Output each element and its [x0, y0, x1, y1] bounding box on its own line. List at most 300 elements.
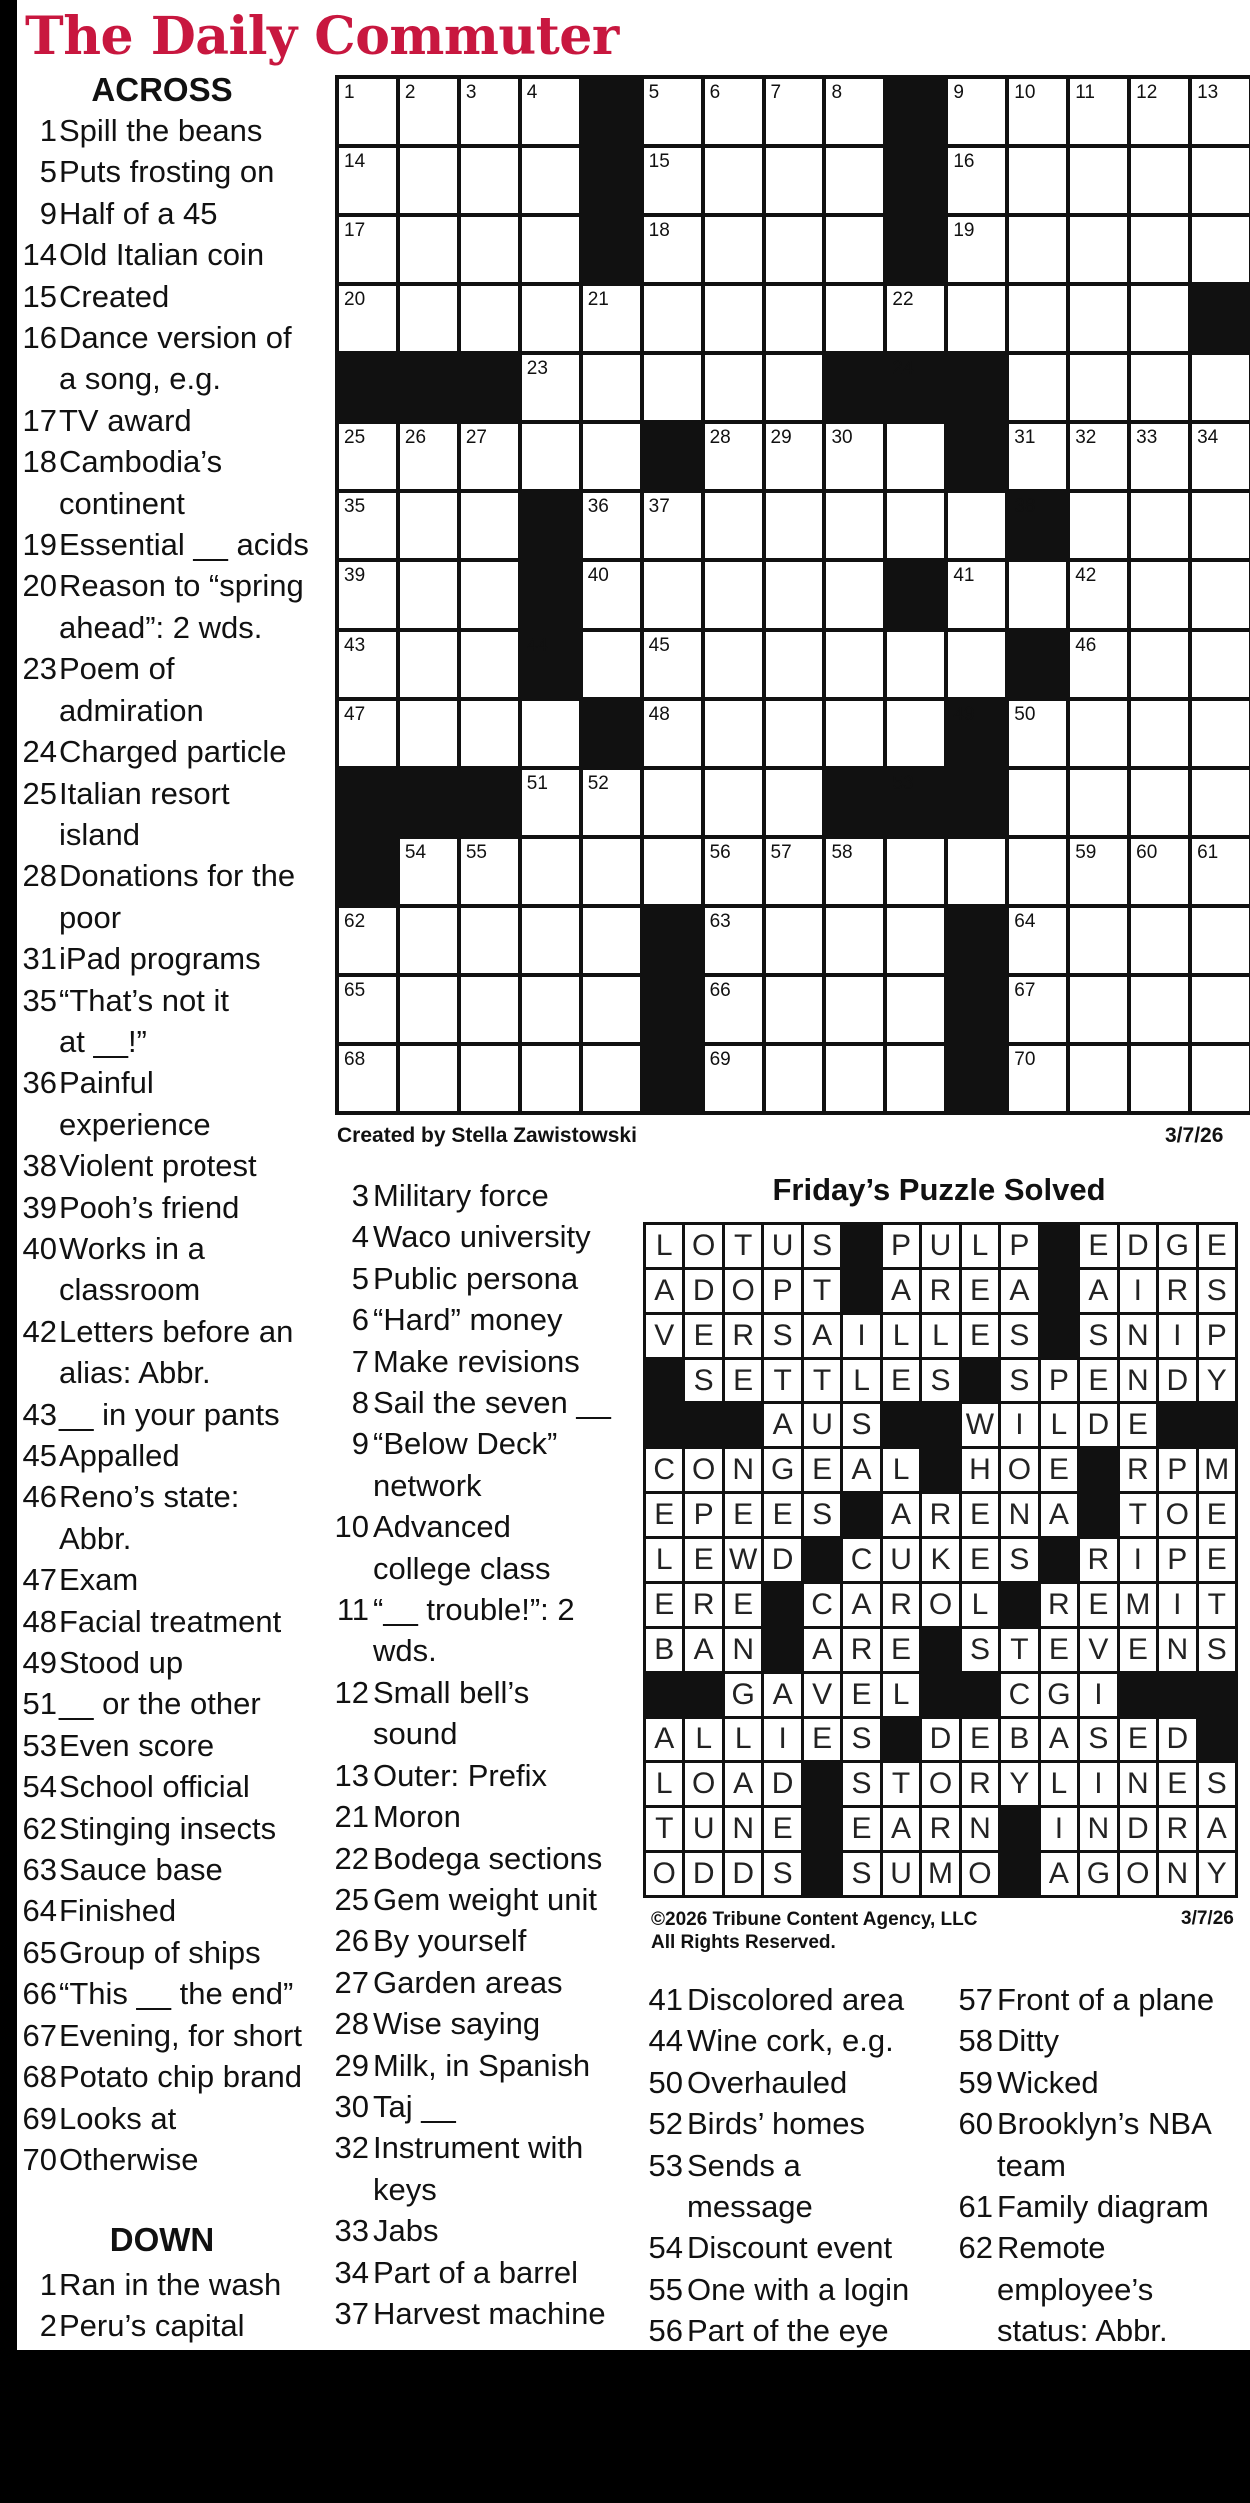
grid-block — [887, 217, 944, 282]
cell-number: 17 — [344, 220, 366, 242]
solved-cell: T — [764, 1360, 800, 1402]
clue-text: Exam — [59, 1562, 139, 1598]
grid-cell[interactable] — [400, 562, 457, 627]
solved-cell: A — [843, 1584, 879, 1626]
clue-text: Wicked — [997, 2064, 1099, 2100]
solved-cell: P — [764, 1270, 800, 1312]
grid-cell[interactable] — [644, 217, 701, 282]
solved-cell: E — [1199, 1539, 1235, 1581]
grid-cell[interactable] — [705, 217, 762, 282]
grid-cell[interactable] — [1131, 977, 1188, 1042]
clue-text: “That’s not it — [59, 982, 230, 1018]
solved-cell: L — [646, 1763, 682, 1805]
clue-36 — [17, 1062, 313, 1145]
grid-cell[interactable] — [1009, 286, 1066, 351]
grid-cell[interactable] — [400, 424, 457, 489]
grid-cell[interactable] — [461, 1046, 518, 1111]
clue-59 — [953, 2062, 1250, 2103]
grid-cell[interactable] — [1070, 148, 1127, 213]
grid-cell[interactable] — [400, 1046, 457, 1111]
solved-cell: N — [1120, 1360, 1156, 1402]
clue-text: experience — [59, 1106, 211, 1142]
grid-cell[interactable] — [339, 217, 396, 282]
clue-text: Garden areas — [373, 1964, 563, 2000]
grid-cell[interactable] — [1131, 79, 1188, 144]
grid-block — [948, 424, 1005, 489]
grid-cell[interactable] — [583, 424, 640, 489]
grid-cell[interactable] — [1009, 770, 1066, 835]
solved-cell: S — [804, 1494, 840, 1536]
solved-cell: D — [1120, 1225, 1156, 1267]
solved-cell: E — [725, 1494, 761, 1536]
clue-text: Front of a plane — [997, 1982, 1215, 2017]
grid-cell[interactable] — [705, 977, 762, 1042]
grid-cell[interactable] — [461, 839, 518, 904]
solved-cell: A — [883, 1270, 919, 1312]
grid-block — [826, 355, 883, 420]
grid-cell[interactable] — [1070, 79, 1127, 144]
grid-cell[interactable] — [644, 839, 701, 904]
solved-block — [1199, 1719, 1235, 1761]
grid-cell[interactable] — [1192, 977, 1249, 1042]
grid-cell[interactable] — [644, 632, 701, 697]
cell-number: 53 — [892, 772, 914, 794]
grid-cell[interactable] — [522, 770, 579, 835]
solved-cell: P — [1199, 1315, 1235, 1357]
grid-cell[interactable] — [1131, 1046, 1188, 1111]
solved-cell: T — [1001, 1629, 1037, 1671]
grid-cell[interactable] — [339, 424, 396, 489]
grid-cell[interactable] — [887, 839, 944, 904]
grid-cell[interactable] — [1070, 355, 1127, 420]
grid-cell[interactable] — [766, 493, 823, 558]
grid-cell[interactable] — [1192, 355, 1249, 420]
grid-cell[interactable] — [339, 562, 396, 627]
grid-cell[interactable] — [339, 493, 396, 558]
grid-cell[interactable] — [522, 79, 579, 144]
cell-number: 12 — [1136, 82, 1158, 103]
grid-cell[interactable] — [766, 355, 823, 420]
grid-cell[interactable] — [339, 1046, 396, 1111]
grid-cell[interactable] — [1192, 1046, 1249, 1111]
grid-cell[interactable] — [461, 148, 518, 213]
grid-cell[interactable] — [583, 286, 640, 351]
grid-cell[interactable] — [522, 701, 579, 766]
cell-number: 44 — [526, 634, 548, 656]
clue-41 — [643, 1979, 953, 2020]
clue-text: sound — [373, 1716, 458, 1752]
grid-cell[interactable] — [766, 977, 823, 1042]
grid-cell[interactable] — [705, 701, 762, 766]
solved-cell: A — [843, 1449, 879, 1491]
grid-block — [644, 424, 701, 489]
grid-cell[interactable] — [644, 148, 701, 213]
grid-cell[interactable] — [826, 148, 883, 213]
clue-number: 43 — [22, 1396, 57, 1432]
grid-cell[interactable] — [887, 701, 944, 766]
grid-cell[interactable] — [339, 908, 396, 973]
grid-cell[interactable] — [1070, 770, 1127, 835]
grid-cell[interactable] — [1009, 839, 1066, 904]
clue-text: Remote — [997, 2230, 1106, 2266]
solved-cell: S — [843, 1719, 879, 1761]
grid-cell[interactable] — [887, 424, 944, 489]
grid-cell[interactable] — [1070, 908, 1127, 973]
grid-cell[interactable] — [1192, 908, 1249, 973]
grid-cell[interactable] — [400, 908, 457, 973]
grid-cell[interactable] — [705, 562, 762, 627]
clue-18 — [17, 441, 313, 524]
grid-cell[interactable] — [826, 286, 883, 351]
solved-cell: R — [843, 1629, 879, 1671]
grid-cell[interactable] — [644, 701, 701, 766]
grid-cell[interactable] — [644, 562, 701, 627]
grid-cell[interactable] — [1131, 493, 1188, 558]
grid-cell[interactable] — [400, 493, 457, 558]
solved-cell: P — [1159, 1449, 1195, 1491]
grid-cell[interactable] — [1192, 839, 1249, 904]
grid-cell[interactable] — [1192, 562, 1249, 627]
clue-number: 19 — [22, 527, 57, 563]
cell-number: 43 — [344, 634, 366, 656]
grid-cell[interactable] — [583, 770, 640, 835]
grid-cell[interactable] — [826, 79, 883, 144]
grid-cell[interactable] — [766, 839, 823, 904]
cell-number: 13 — [1197, 82, 1219, 103]
grid-cell[interactable] — [1070, 286, 1127, 351]
grid-cell[interactable] — [1192, 632, 1249, 697]
solved-cell: A — [725, 1763, 761, 1805]
clue-21 — [329, 1796, 629, 1837]
grid-cell[interactable] — [766, 1046, 823, 1111]
grid-cell[interactable] — [705, 286, 762, 351]
solved-cell: A — [646, 1270, 682, 1312]
clue-5 — [329, 1258, 629, 1299]
solved-block — [922, 1629, 958, 1671]
cell-number: 32 — [1075, 427, 1097, 449]
clue-9 — [17, 193, 313, 234]
solved-block — [1041, 1270, 1077, 1312]
grid-cell[interactable] — [948, 493, 1005, 558]
grid-cell[interactable] — [1131, 770, 1188, 835]
clue-text: Part of a barrel — [373, 2254, 579, 2290]
grid-cell[interactable] — [583, 562, 640, 627]
grid-cell[interactable] — [522, 424, 579, 489]
clue-text: island — [59, 816, 140, 852]
grid-cell[interactable] — [522, 839, 579, 904]
cell-number: 15 — [648, 151, 670, 173]
grid-cell[interactable] — [887, 908, 944, 973]
grid-cell[interactable] — [644, 79, 701, 144]
grid-cell[interactable] — [766, 424, 823, 489]
clue-number: 41 — [648, 1982, 683, 2017]
grid-cell[interactable] — [339, 977, 396, 1042]
grid-cell[interactable] — [461, 424, 518, 489]
solved-cell: D — [1120, 1808, 1156, 1850]
solved-cell: R — [1159, 1808, 1195, 1850]
solved-block — [804, 1853, 840, 1895]
grid-cell[interactable] — [583, 355, 640, 420]
grid-cell[interactable] — [1131, 217, 1188, 282]
grid-cell[interactable] — [948, 148, 1005, 213]
grid-cell[interactable] — [826, 562, 883, 627]
solved-block — [843, 1225, 879, 1267]
grid-cell[interactable] — [1070, 493, 1127, 558]
grid-cell[interactable] — [766, 562, 823, 627]
grid-cell[interactable] — [705, 770, 762, 835]
grid-cell[interactable] — [522, 148, 579, 213]
clue-63 — [17, 1849, 313, 1890]
clue-text: Stinging insects — [59, 1810, 277, 1846]
grid-cell[interactable] — [583, 493, 640, 558]
grid-cell[interactable] — [339, 148, 396, 213]
grid-cell[interactable] — [583, 977, 640, 1042]
grid-cell[interactable] — [1131, 286, 1188, 351]
grid-cell[interactable] — [1192, 79, 1249, 144]
grid-block — [400, 355, 457, 420]
grid-cell[interactable] — [339, 79, 396, 144]
grid-cell[interactable] — [766, 701, 823, 766]
grid-cell[interactable] — [1009, 217, 1066, 282]
solved-cell: N — [725, 1808, 761, 1850]
solved-cell: E — [764, 1808, 800, 1850]
solved-cell: B — [646, 1629, 682, 1671]
grid-cell[interactable] — [522, 355, 579, 420]
grid-cell[interactable] — [1070, 701, 1127, 766]
grid-cell[interactable] — [461, 908, 518, 973]
solved-cell: A — [1041, 1719, 1077, 1761]
grid-cell[interactable] — [461, 977, 518, 1042]
clue-number: 13 — [334, 1757, 369, 1793]
grid-cell[interactable] — [1009, 908, 1066, 973]
grid-cell[interactable] — [1192, 770, 1249, 835]
grid-cell[interactable] — [1070, 424, 1127, 489]
solved-cell: L — [922, 1315, 958, 1357]
grid-cell[interactable] — [1070, 977, 1127, 1042]
grid-cell[interactable] — [1131, 424, 1188, 489]
grid-cell[interactable] — [705, 1046, 762, 1111]
grid-cell[interactable] — [1070, 1046, 1127, 1111]
clue-number: 25 — [22, 775, 57, 811]
grid-cell[interactable] — [1009, 424, 1066, 489]
clue-number: 2 — [39, 2308, 57, 2344]
grid-cell[interactable] — [1192, 701, 1249, 766]
grid-cell[interactable] — [766, 286, 823, 351]
solved-block — [883, 1719, 919, 1761]
grid-cell[interactable] — [826, 701, 883, 766]
solved-cell: C — [1001, 1674, 1037, 1716]
solved-cell: S — [843, 1763, 879, 1805]
grid-cell[interactable] — [826, 839, 883, 904]
cell-number: 70 — [1014, 1048, 1036, 1070]
cell-number: 2 — [404, 82, 416, 103]
grid-cell[interactable] — [339, 632, 396, 697]
grid-cell[interactable] — [1131, 355, 1188, 420]
grid-cell[interactable] — [826, 1046, 883, 1111]
grid-cell[interactable] — [1131, 632, 1188, 697]
clue-number: 18 — [22, 444, 57, 480]
grid-cell[interactable] — [400, 148, 457, 213]
solved-block — [922, 1404, 958, 1446]
grid-cell[interactable] — [948, 839, 1005, 904]
grid-cell[interactable] — [948, 217, 1005, 282]
solved-cell: E — [1041, 1449, 1077, 1491]
solved-cell: U — [764, 1225, 800, 1267]
grid-cell[interactable] — [522, 286, 579, 351]
grid-cell[interactable] — [461, 493, 518, 558]
grid-cell[interactable] — [887, 286, 944, 351]
grid-cell[interactable] — [1070, 839, 1127, 904]
grid-cell[interactable] — [766, 79, 823, 144]
solved-cell: E — [1159, 1763, 1195, 1805]
grid-cell[interactable] — [1070, 562, 1127, 627]
cell-number: 54 — [404, 841, 427, 863]
grid-cell[interactable] — [1192, 217, 1249, 282]
grid-cell[interactable] — [583, 908, 640, 973]
solved-cell: V — [1080, 1629, 1116, 1671]
grid-cell[interactable] — [339, 701, 396, 766]
clue-60 — [953, 2103, 1250, 2186]
grid-cell[interactable] — [1131, 701, 1188, 766]
grid-cell[interactable] — [948, 562, 1005, 627]
grid-cell[interactable] — [1009, 701, 1066, 766]
clue-15 — [17, 276, 313, 317]
grid-cell[interactable] — [1070, 632, 1127, 697]
grid-cell[interactable] — [461, 217, 518, 282]
grid-cell[interactable] — [887, 632, 944, 697]
clue-number: 40 — [22, 1230, 57, 1266]
grid-cell[interactable] — [461, 286, 518, 351]
clue-number: 69 — [22, 2100, 57, 2136]
solved-block — [725, 1404, 761, 1446]
grid-cell[interactable] — [1009, 79, 1066, 144]
solved-cell: E — [962, 1315, 998, 1357]
grid-cell[interactable] — [887, 1046, 944, 1111]
grid-cell[interactable] — [644, 355, 701, 420]
grid-cell[interactable] — [1192, 424, 1249, 489]
grid-cell[interactable] — [1070, 217, 1127, 282]
grid-cell[interactable] — [461, 562, 518, 627]
grid-cell[interactable] — [766, 632, 823, 697]
grid-cell[interactable] — [948, 79, 1005, 144]
solved-cell: E — [1120, 1404, 1156, 1446]
grid-cell[interactable] — [826, 977, 883, 1042]
copyright-line-1: ©2026 Tribune Content Agency, LLC — [651, 1909, 978, 1930]
grid-cell[interactable] — [705, 493, 762, 558]
grid-cell[interactable] — [522, 1046, 579, 1111]
grid-cell[interactable] — [1131, 148, 1188, 213]
grid-cell[interactable] — [705, 79, 762, 144]
grid-cell[interactable] — [705, 839, 762, 904]
solved-block — [804, 1763, 840, 1805]
grid-cell[interactable] — [1009, 355, 1066, 420]
grid-cell[interactable] — [583, 632, 640, 697]
grid-cell[interactable] — [766, 217, 823, 282]
grid-cell[interactable] — [826, 632, 883, 697]
clue-text: Instrument with — [373, 2130, 584, 2166]
solved-title: Friday’s Puzzle Solved — [772, 1172, 1106, 1207]
grid-cell[interactable] — [339, 286, 396, 351]
grid-block — [461, 770, 518, 835]
clue-text: Half of a 45 — [59, 195, 218, 231]
grid-cell[interactable] — [522, 217, 579, 282]
grid-cell[interactable] — [705, 424, 762, 489]
clue-text: a song, e.g. — [59, 361, 222, 397]
grid-cell[interactable] — [887, 493, 944, 558]
grid-cell[interactable] — [644, 286, 701, 351]
grid-cell[interactable] — [1131, 908, 1188, 973]
grid-cell[interactable] — [766, 770, 823, 835]
grid-cell[interactable] — [1009, 977, 1066, 1042]
grid-cell[interactable] — [826, 424, 883, 489]
grid-cell[interactable] — [1009, 1046, 1066, 1111]
grid-cell[interactable] — [705, 148, 762, 213]
grid-cell[interactable] — [400, 286, 457, 351]
grid-cell[interactable] — [583, 839, 640, 904]
grid-cell[interactable] — [461, 701, 518, 766]
clue-number: 45 — [22, 1438, 57, 1473]
clue-number: 33 — [334, 2213, 369, 2249]
grid-cell[interactable] — [766, 148, 823, 213]
grid-cell[interactable] — [826, 493, 883, 558]
solved-cell: L — [883, 1449, 919, 1491]
grid-block — [400, 770, 457, 835]
grid-cell[interactable] — [461, 632, 518, 697]
cell-number: 69 — [709, 1048, 731, 1070]
grid-cell[interactable] — [400, 217, 457, 282]
cell-number: 19 — [953, 220, 975, 242]
clue-44 — [643, 2020, 953, 2061]
grid-cell[interactable] — [583, 1046, 640, 1111]
grid-cell[interactable] — [948, 286, 1005, 351]
clue-43 — [17, 1394, 313, 1435]
clue-39 — [17, 1187, 313, 1228]
grid-cell[interactable] — [1131, 562, 1188, 627]
grid-cell[interactable] — [705, 908, 762, 973]
solved-cell: I — [1120, 1539, 1156, 1581]
grid-cell[interactable] — [1009, 562, 1066, 627]
grid-cell[interactable] — [522, 908, 579, 973]
grid-cell[interactable] — [400, 79, 457, 144]
grid-cell[interactable] — [522, 977, 579, 1042]
grid-cell[interactable] — [705, 632, 762, 697]
clue-number: 56 — [648, 2313, 683, 2349]
grid-cell[interactable] — [461, 79, 518, 144]
grid-cell[interactable] — [826, 217, 883, 282]
grid-cell[interactable] — [766, 908, 823, 973]
grid-cell[interactable] — [705, 355, 762, 420]
cell-number: 14 — [344, 151, 366, 173]
grid-cell[interactable] — [1009, 148, 1066, 213]
grid-cell[interactable] — [400, 632, 457, 697]
grid-cell[interactable] — [400, 701, 457, 766]
grid-cell[interactable] — [826, 908, 883, 973]
grid-cell[interactable] — [400, 977, 457, 1042]
grid-cell[interactable] — [887, 977, 944, 1042]
clue-33 — [329, 2210, 629, 2251]
grid-cell[interactable] — [948, 632, 1005, 697]
clue-text: “Below Deck” — [373, 1426, 558, 1462]
grid-cell[interactable] — [1131, 839, 1188, 904]
grid-cell[interactable] — [644, 493, 701, 558]
grid-cell[interactable] — [644, 770, 701, 835]
grid-cell[interactable] — [400, 839, 457, 904]
grid-cell[interactable] — [1192, 148, 1249, 213]
grid-block — [887, 79, 944, 144]
solved-cell: P — [883, 1225, 919, 1267]
grid-cell[interactable] — [1192, 493, 1249, 558]
down-clue-list-1 — [17, 2264, 317, 2347]
